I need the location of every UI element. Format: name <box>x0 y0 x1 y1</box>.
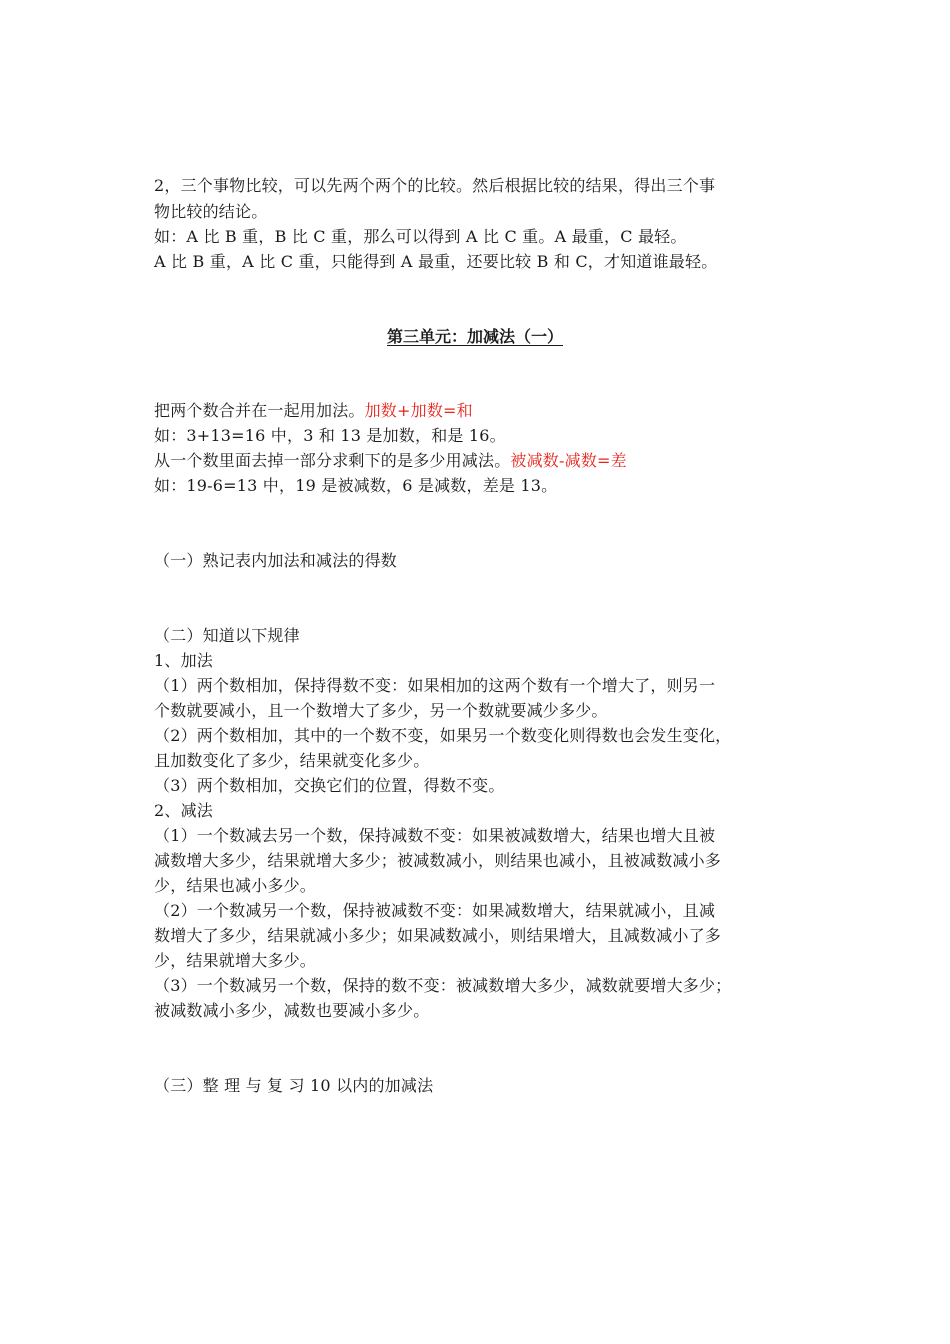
addition-example: 如：3+13=16 中，3 和 13 是加数，和是 16。 <box>154 426 506 445</box>
subtraction-rule-2-line-1: （2）一个数减另一个数，保持被减数不变：如果减数增大，结果就减小，且减 <box>154 901 716 920</box>
paragraph-compare-line-1: 2，三个事物比较，可以先两个两个的比较。然后根据比较的结果，得出三个事 <box>154 176 716 195</box>
addition-rule-1-line-2: 个数就要减小，且一个数增大了多少，另一个数就要减少多少。 <box>154 701 608 720</box>
subtraction-formula: 被减数-减数=差 <box>510 451 627 470</box>
addition-rule-2-line-2: 且加数变化了多少，结果就变化多少。 <box>154 751 430 770</box>
paragraph-compare-line-2: 物比较的结论。 <box>154 202 268 221</box>
unit-title-text: 第三单元：加减法（一） <box>386 327 563 346</box>
subtraction-label: 2、减法 <box>154 801 213 820</box>
subtraction-definition <box>154 450 627 472</box>
subtraction-rule-2-line-3: 少，结果就增大多少。 <box>154 951 317 970</box>
subtraction-rule-2-line-2: 数增大了多少，结果就减小多少；如果减数减小，则结果增大，且减数减小了多 <box>154 926 722 945</box>
subtraction-rule-3-line-1: （3）一个数减另一个数，保持的数不变：被减数增大多少，减数就要增大多少； <box>154 976 732 995</box>
addition-label: 1、加法 <box>154 651 213 670</box>
unit-title <box>0 326 950 348</box>
addition-definition <box>154 400 473 422</box>
subtraction-rule-3-line-2: 被减数减小多少，减数也要减小多少。 <box>154 1001 430 1020</box>
addition-rule-2-line-1: （2）两个数相加，其中的一个数不变，如果另一个数变化则得数也会发生变化， <box>154 726 732 745</box>
subtraction-rule-1-line-1: （1）一个数减去另一个数，保持减数不变：如果被减数增大，结果也增大且被 <box>154 826 716 845</box>
example-compare-line-1: 如：A 比 B 重，B 比 C 重，那么可以得到 A 比 C 重。A 最重，C 最轻。 <box>154 227 687 246</box>
part1-heading: （一）熟记表内加法和减法的得数 <box>154 551 398 570</box>
addition-definition-text: 把两个数合并在一起用加法。 <box>154 401 365 420</box>
addition-rule-1-line-1: （1）两个数相加，保持得数不变：如果相加的这两个数有一个增大了，则另一 <box>154 676 716 695</box>
addition-formula: 加数+加数=和 <box>364 401 473 420</box>
addition-rule-3: （3）两个数相加，交换它们的位置，得数不变。 <box>154 776 505 795</box>
part3-heading: （三）整 理 与 复 习 10 以内的加减法 <box>154 1076 434 1095</box>
part2-heading: （二）知道以下规律 <box>154 626 300 645</box>
subtraction-rule-1-line-3: 少，结果也减小多少。 <box>154 876 317 895</box>
subtraction-rule-1-line-2: 减数增大多少，结果就增大多少；被减数减小，则结果也减小，且被减数减小多 <box>154 851 722 870</box>
example-compare-line-2: A 比 B 重，A 比 C 重，只能得到 A 最重，还要比较 B 和 C，才知道谁最轻。 <box>154 252 718 271</box>
subtraction-definition-text: 从一个数里面去掉一部分求剩下的是多少用减法。 <box>154 451 511 470</box>
subtraction-example: 如：19-6=13 中，19 是被减数，6 是减数，差是 13。 <box>154 476 558 495</box>
